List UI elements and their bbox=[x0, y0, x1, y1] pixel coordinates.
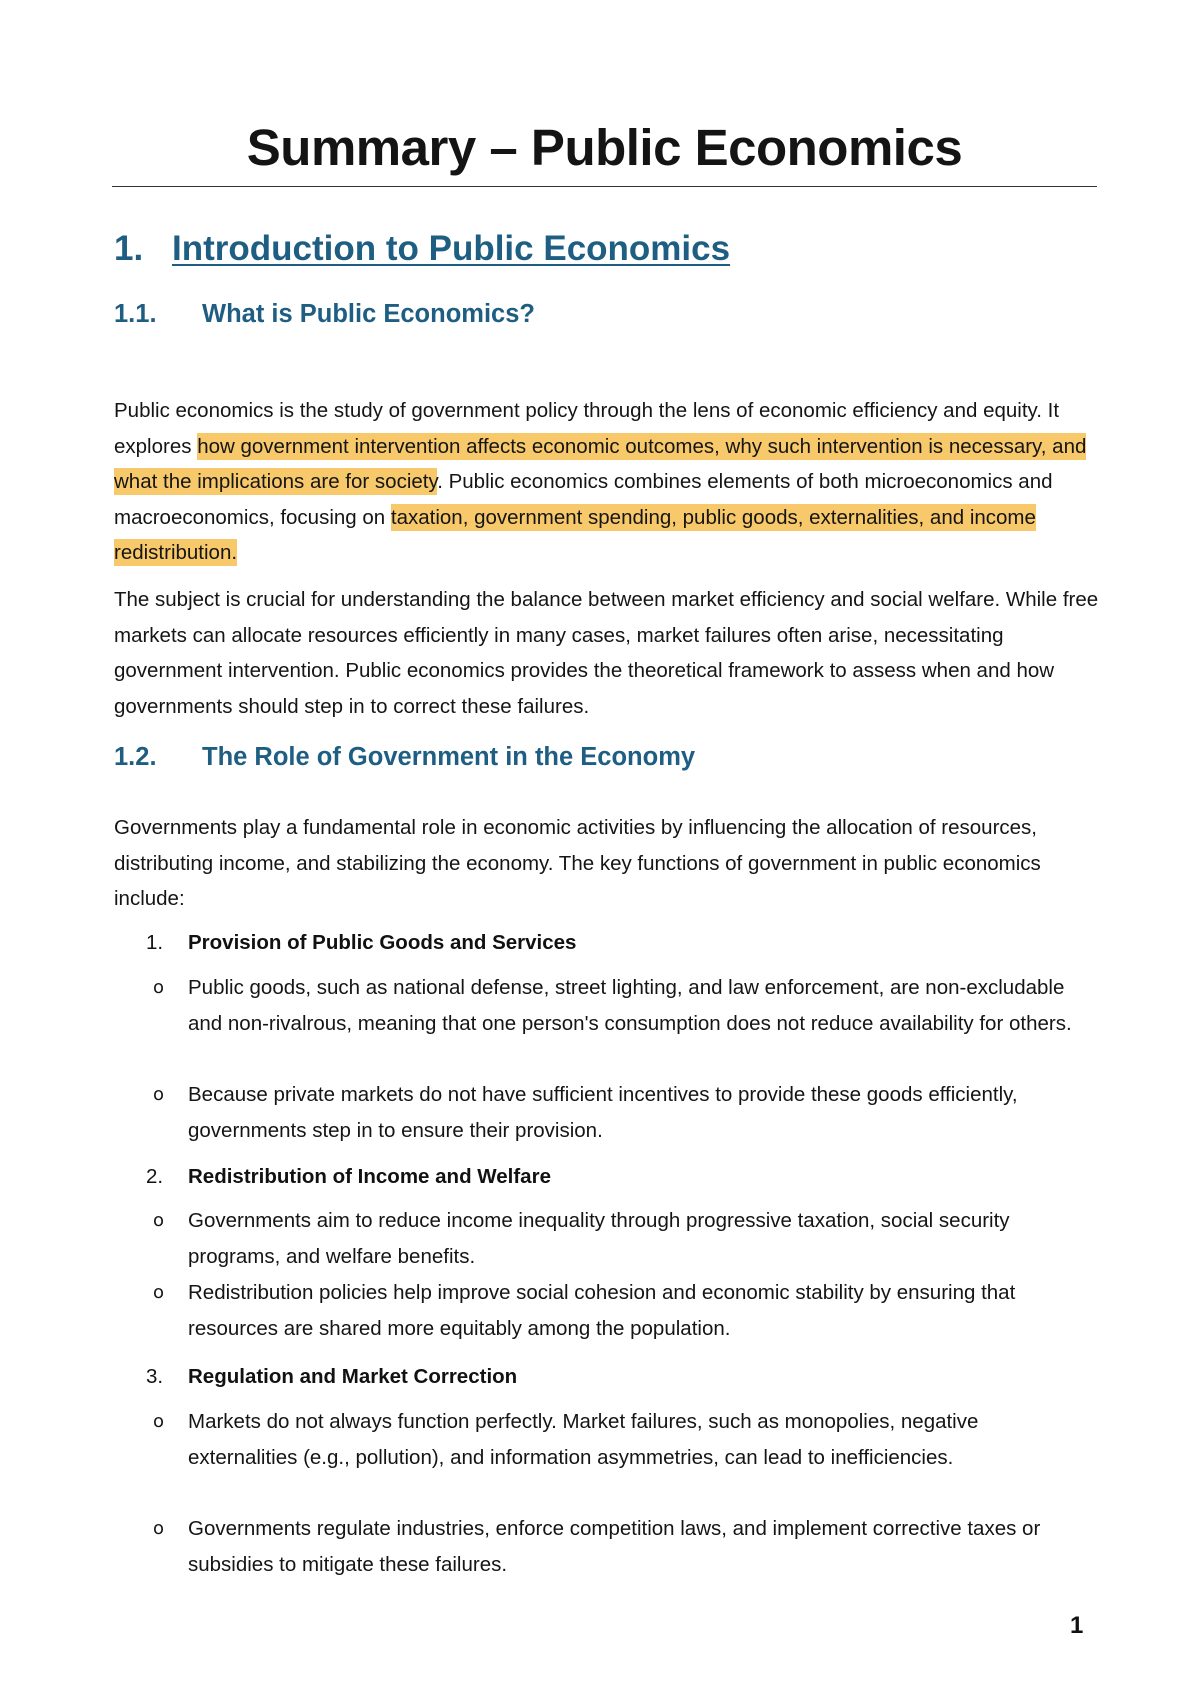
list-number: 2. bbox=[146, 1165, 164, 1188]
paragraph-definition bbox=[114, 393, 1099, 571]
paragraph-role-intro: Governments play a fundamental role in economic activities by influencing the allocation of resources, distributing income, and stabilizing the economy. The key functions of government in public economics include: bbox=[114, 816, 1041, 910]
list-item-heading bbox=[146, 1162, 551, 1192]
list-bullet bbox=[153, 1275, 1093, 1346]
page-number: 1 bbox=[1070, 1612, 1084, 1639]
title-divider bbox=[112, 186, 1097, 187]
list-item-heading bbox=[146, 928, 576, 958]
list-item-heading bbox=[146, 1362, 517, 1392]
bullet-marker: o bbox=[153, 1411, 165, 1432]
bullet-marker: o bbox=[153, 1210, 165, 1231]
paragraph-text: Public economics is the study of government policy through the lens of economic efficiency and equity. It explores bbox=[114, 399, 1060, 458]
list-bullet bbox=[153, 1404, 1093, 1475]
subsection-heading-1-1 bbox=[114, 297, 535, 331]
bullet-text: Because private markets do not have sufficient incentives to provide these goods efficiently, governments step in to ensure their provision. bbox=[188, 1083, 1018, 1142]
section-title: Introduction to Public Economics bbox=[172, 229, 731, 268]
bullet-marker: o bbox=[153, 977, 165, 998]
highlighted-text: how government intervention affects economic outcomes, why such intervention is necessary, and what the implications are for society bbox=[114, 434, 1087, 493]
list-number: 1. bbox=[146, 931, 164, 954]
list-bullet bbox=[153, 970, 1093, 1041]
list-bullet bbox=[153, 1511, 1093, 1582]
bullet-text: Governments aim to reduce income inequality through progressive taxation, social security programs, and welfare benefits. bbox=[188, 1209, 1010, 1268]
subsection-title: What is Public Economics? bbox=[202, 300, 535, 328]
section-number: 1. bbox=[114, 229, 144, 268]
subsection-number: 1.2. bbox=[114, 743, 157, 771]
bullet-marker: o bbox=[153, 1282, 165, 1303]
bullet-marker: o bbox=[153, 1084, 165, 1105]
subsection-heading-1-2 bbox=[114, 740, 695, 774]
list-number: 3. bbox=[146, 1365, 164, 1388]
section-heading-1 bbox=[114, 226, 730, 272]
paragraph-text: . Public economics combines elements of both microeconomics and macroeconomics, focusing on bbox=[114, 470, 1053, 529]
bullet-text: Markets do not always function perfectly. Market failures, such as monopolies, negative externalities (e.g., pollution), and information asymmetries, can lead to inefficiencies. bbox=[188, 1410, 979, 1469]
document-title: Summary – Public Economics bbox=[246, 119, 963, 176]
bullet-marker: o bbox=[153, 1518, 165, 1539]
list-bullet bbox=[153, 1077, 1093, 1148]
subsection-title: The Role of Government in the Economy bbox=[202, 743, 696, 771]
bullet-text: Redistribution policies help improve social cohesion and economic stability by ensuring that resources are shared more equitably among the population. bbox=[188, 1281, 1016, 1340]
paragraph-importance: The subject is crucial for understanding the balance between market efficiency and social welfare. While free markets can allocate resources efficiently in many cases, market failures often arise, necessitating government intervention. Public economics provides the theoretical framework to assess when and how governments should step in to correct these failures. bbox=[114, 588, 1099, 718]
bullet-text: Governments regulate industries, enforce competition laws, and implement corrective taxes or subsidies to mitigate these failures. bbox=[188, 1517, 1041, 1576]
list-item-title: Provision of Public Goods and Services bbox=[188, 931, 577, 954]
highlighted-text: taxation, government spending, public goods, externalities, and income redistribution. bbox=[114, 505, 1036, 564]
list-item-title: Regulation and Market Correction bbox=[188, 1365, 518, 1388]
list-bullet bbox=[153, 1203, 1093, 1274]
bullet-text: Public goods, such as national defense, street lighting, and law enforcement, are non-excludable and non-rivalrous, meaning that one person's consumption does not reduce availability for others. bbox=[188, 976, 1072, 1035]
list-item-title: Redistribution of Income and Welfare bbox=[188, 1165, 551, 1188]
subsection-number: 1.1. bbox=[114, 300, 157, 328]
